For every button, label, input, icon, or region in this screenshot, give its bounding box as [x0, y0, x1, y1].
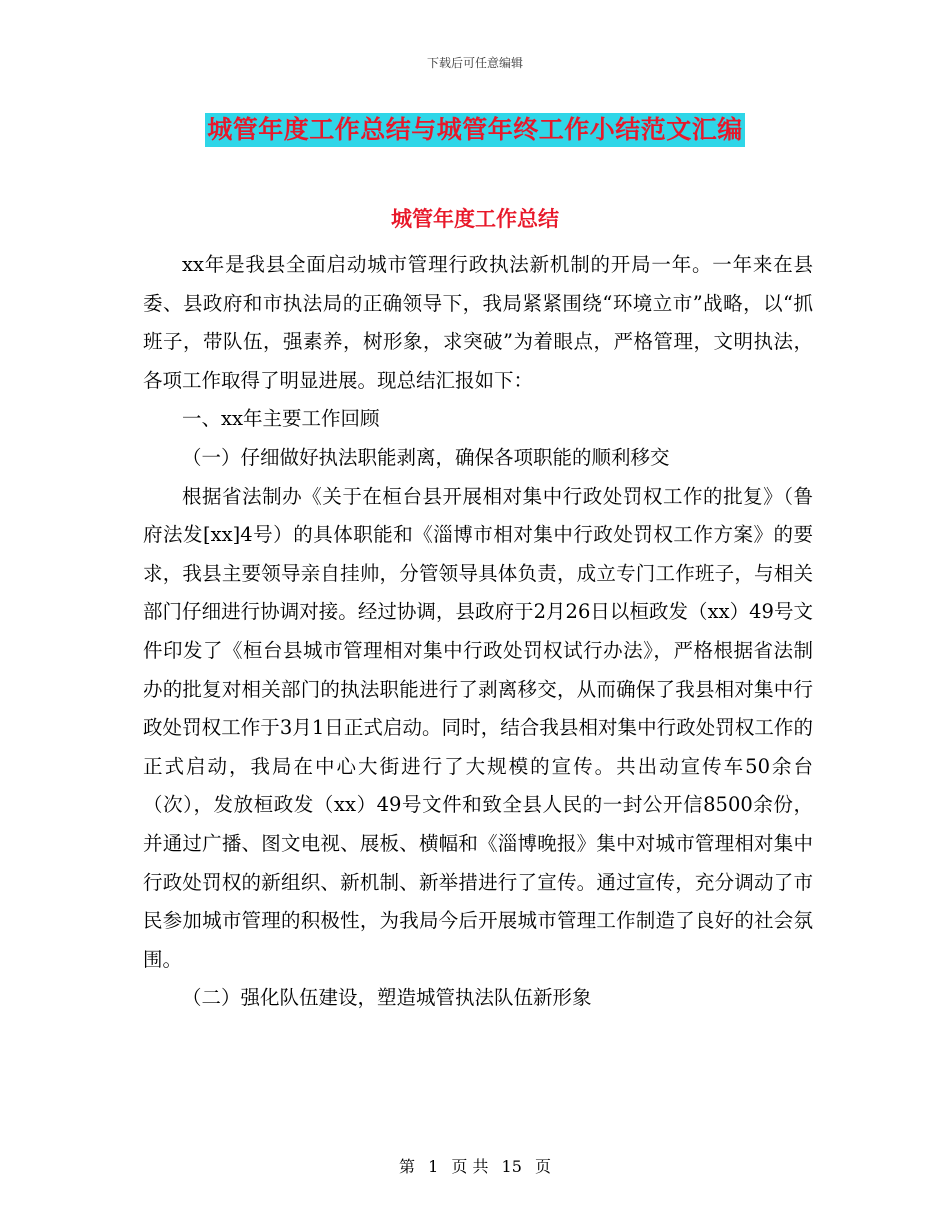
section-title: 城管年度工作总结: [391, 207, 559, 231]
current-page-number: 1: [428, 1157, 439, 1176]
paragraph-detail: 根据省法制办《关于在桓台县开展相对集中行政处罚权工作的批复》（鲁府法发[xx]4号）的具体职能和《淄博市相对集中行政处罚权工作方案》的要求，我县主要领导亲自挂帅，分管领导具体负责，成立专门工作班子，与相关部门仔细进行协调对接。经过协调，县政府于2月26日以桓政发（xx）49号文件印发了《桓台县城市管理相对集中行政处罚权试行办法》，严格根据省法制办的批复对相关部门的执法职能进行了剥离移交，从而确保了我县相对集中行政处罚权工作于3月1日正式启动。同时，结合我县相对集中行政处罚权工作的正式启动，我局在中心大街进行了大规模的宣传。共出动宣传车50余台（次），发放桓政发（xx）49号文件和致全县人民的一封公开信8500余份，并通过广播、图文电视、展板、横幅和《淄博晚报》集中对城市管理相对集中行政处罚权的新组织、新机制、新举措进行了宣传。通过宣传，充分调动了市民参加城市管理的积极性，为我局今后开展城市管理工作制造了良好的社会氛围。: [143, 484, 813, 971]
body-text: [143, 246, 813, 1018]
subheading-2: （二）强化队伍建设，塑造城管执法队伍新形象: [182, 986, 592, 1010]
header-note: 下载后可任意编辑: [426, 56, 523, 70]
footer-middle: 页 共: [451, 1157, 489, 1176]
subheading-1: （一）仔细做好执法职能剥离，确保各项职能的顺利移交: [182, 445, 670, 469]
document-title: 城管年度工作总结与城管年终工作小结范文汇编: [205, 113, 745, 147]
total-pages: 15: [501, 1157, 522, 1176]
paragraph-intro: xx年是我县全面启动城市管理行政执法新机制的开局一年。一年来在县委、县政府和市执法局的正确领导下，我局紧紧围绕“环境立市”战略，以“抓班子，带队伍，强素养，树形象，求突破”为着眼点，严格管理，文明执法，各项工作取得了明显进展。现总结汇报如下：: [143, 253, 813, 392]
heading-review: 一、xx年主要工作回顾: [182, 407, 380, 431]
page-footer: [0, 1154, 950, 1177]
document-title-wrap: [0, 113, 950, 147]
footer-suffix: 页: [535, 1157, 552, 1176]
footer-prefix: 第: [398, 1157, 415, 1176]
